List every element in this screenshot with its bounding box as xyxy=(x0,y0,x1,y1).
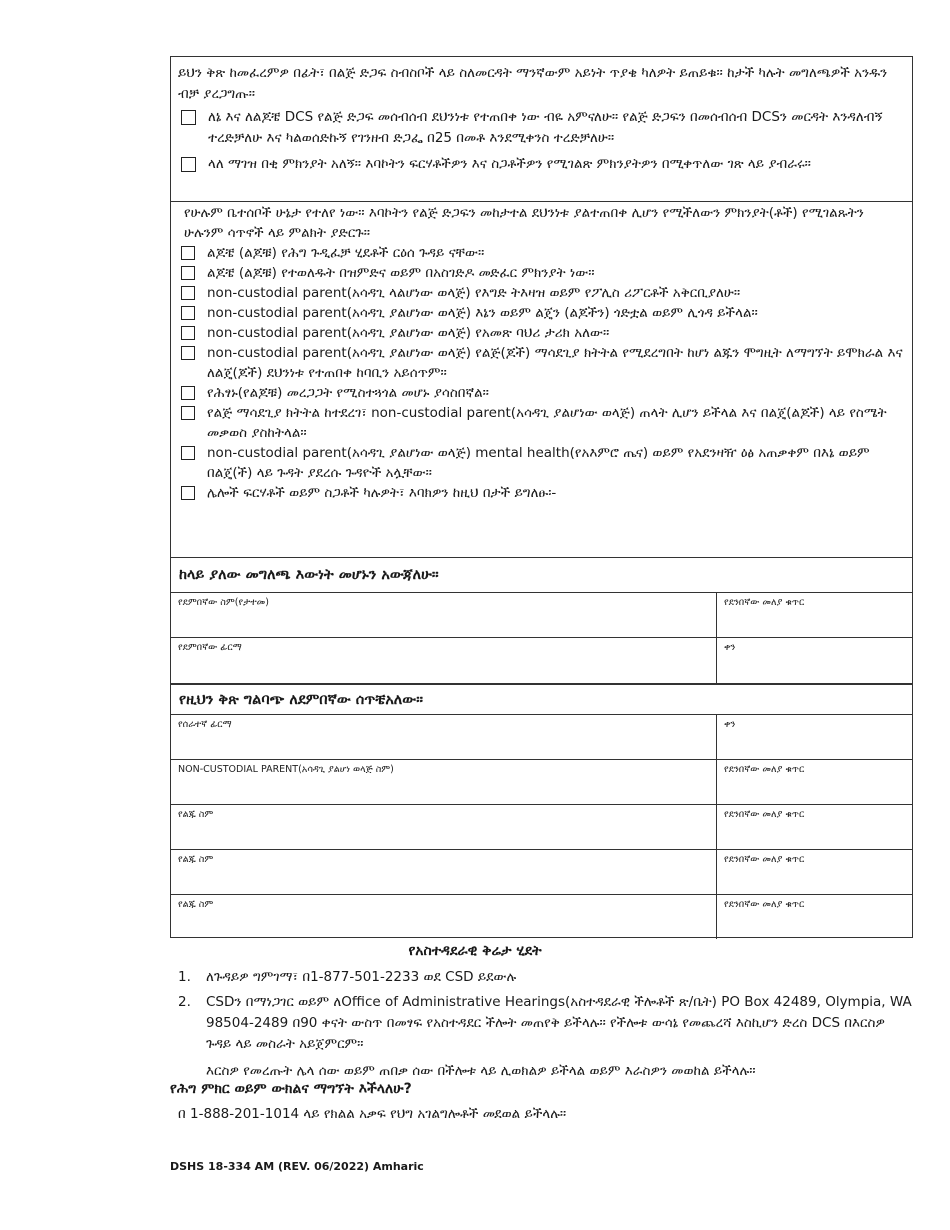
admin-review-heading: የአስተዳደራዊ ቅሬታ ሂደት xyxy=(408,943,542,959)
copy-given-title: የዚህን ቅጽ ግልባጭ ለደምበኛው ሰጥቼአለው። xyxy=(179,691,423,708)
reasons-intro: የሁሉም ቤተሰቦች ሁኔታ የተለየ ነው። እባኮትን የልጅ ድጋፍን መከታተል ደህንነቱ ያልተጠበቀ ሊሆን የሚችለውን ምክንያት(ቶች) የሚገልጹትን ሁሉንም ሳጥኖች ላይ ምልክት ያድርጉ። xyxy=(184,205,864,241)
reason-item xyxy=(178,283,906,303)
reason-label: non-custodial parent(አሳዳጊ ያልሆነው ወላጅ) የአመጽ ባህሪ ታሪክ አለው። xyxy=(207,325,610,341)
signature-row xyxy=(171,804,912,849)
ncp-name-field[interactable]: NON-CUSTODIAL PARENT(አሳዳጊ ያልሆነ ወላጅ ስም) xyxy=(171,760,717,804)
client-id-field[interactable]: የደንበኛው መለያ ቁጥር xyxy=(724,597,805,608)
list-number: 2. xyxy=(178,994,191,1010)
checkbox-good-cause[interactable] xyxy=(181,157,196,172)
reason-checkbox[interactable] xyxy=(181,406,195,420)
admin-review-list xyxy=(178,967,913,1082)
reason-checkbox[interactable] xyxy=(181,346,195,360)
legal-help-question: የሕግ ምክር ወይም ውክልና ማግኘት እችላለሁ? xyxy=(170,1081,412,1097)
signature-row xyxy=(171,592,912,637)
client-signature-field[interactable]: የደምበኛው ፊርማ xyxy=(171,638,717,683)
worker-signature-field[interactable]: የሰራተኛ ፊርማ xyxy=(171,715,717,759)
choice-option-safe xyxy=(178,107,904,149)
representation-note: እርስዎ የመረጡት ሌላ ሰው ወይም ጠበቃ ሰው በችሎቱ ላይ ሊወክልዎ ይችላል ወይም እራስዎን መወከል ይችላሉ። xyxy=(206,1063,756,1079)
reason-item xyxy=(178,403,906,443)
ncp-id-field[interactable]: የደንበኛው መለያ ቁጥር xyxy=(724,764,805,775)
reason-item xyxy=(178,323,906,343)
choice-option-label: ላለ ማገዝ በቂ ምክንያት አለኝ። እባኮትን ፍርሃቶችዎን እና ስጋቶችዎን የሚገልጽ ምክንያትዎን በሚቀጥለው ገጽ ላይ ያብራሩ። xyxy=(208,156,811,172)
checkbox-safe-to-collect[interactable] xyxy=(181,110,196,125)
reason-label: የሕፃኑ(የልጆቹ) መረጋጋት የሚስተጓጎል መሆኑ ያሳስበኛል። xyxy=(207,385,489,401)
list-text: CSDን በማነጋገር ወይም ለOffice of Administrative Hearings(አስተዳደራዊ ችሎቶች ጽ/ቤት) PO Box 42489, Olympia, WA 98504-2489 በ90 ቀናት ውስጥ በመፃፍ የአስተዳደር ችሎት መጠየቅ ይችላሉ። የችሎቱ ውሳኔ የመጨረሻ እስኪሆን ድረስ DCS በእርስዎ ጉዳይ ላይ መስራት አይጀምርም። xyxy=(206,994,912,1052)
reason-item xyxy=(178,303,906,323)
copy-given-section xyxy=(170,684,913,938)
reason-label: ሌሎች ፍርሃቶች ወይም ስጋቶች ካሉዎት፣ እባክዎን ከዚህ በታች ይግለፁ፡- xyxy=(207,485,557,501)
reason-checkbox-other[interactable] xyxy=(181,486,195,500)
child-id-field[interactable]: የደንበኛው መለያ ቁጥር xyxy=(724,809,805,820)
reason-item xyxy=(178,483,906,503)
reason-checkbox[interactable] xyxy=(181,386,195,400)
signature-row xyxy=(171,849,912,894)
reason-label: non-custodial parent(አሳዳጊ ያልሆነው ወላጅ) የልጅ(ጆች) ማሳደጊያ ክትትል የሚደረግበት ከሆነ ልጁን ሞግዚት ለማግኘት ይሞክራል እና ለልጄ(ጆች) ደህንነቱ የተጠበቀ ከባቢን አይሰጥም። xyxy=(207,345,903,381)
reason-label: የልጅ ማሳደጊያ ክትትል ከተደረገ፣ non-custodial parent(አሳዳጊ ያልሆነው ወላጅ) ጠላት ሊሆን ይችላል እና በልጄ(ልጆች) ላይ የስሜት መቃወስ ያስከትላል። xyxy=(207,405,887,441)
reason-item xyxy=(178,343,906,383)
list-item xyxy=(178,992,913,1055)
choice-intro: ይህን ቅጽ ከመፈረምዎ በፊት፣ በልጅ ድጋፍ ስብስቦች ላይ ስለመርዳት ማንኛውም አይነት ጥያቄ ካለዎት ይጠይቁ። ከታች ካሉት መግለጫዎች አንዱን ብቻ ያረጋግጡ። xyxy=(178,65,888,102)
reason-label: ልጆቼ (ልጆቹ) የሕግ ጉዲፈቻ ሂደቶች ርዕሰ ጉዳይ ናቸው። xyxy=(207,245,485,261)
signature-row xyxy=(171,714,912,759)
signature-row xyxy=(171,637,912,683)
signature-row xyxy=(171,894,912,939)
attestation-section xyxy=(170,557,913,684)
list-text: ለጉዳይዎ ግምገማ፣ በ1-877-501-2233 ወደ CSD ይደውሉ xyxy=(206,969,517,985)
reason-item xyxy=(178,443,906,483)
list-item xyxy=(178,967,913,988)
reason-item xyxy=(178,383,906,403)
attestation-title: ከላይ ያለው መግለጫ እውነት መሆኑን አውጃለሁ። xyxy=(179,567,439,583)
client-name-field[interactable]: የደምበኛው ስም(የታተመ) xyxy=(171,593,717,637)
reason-checkbox[interactable] xyxy=(181,246,195,260)
reason-checkbox[interactable] xyxy=(181,286,195,300)
reason-label: non-custodial parent(አሳዳጊ ያልሆነው ወላጅ) mental health(የአእምሮ ጤና) ወይም የአደንዛዥ ዕፅ አጠቃቀም በእኔ ወይም በልጄ(ች) ላይ ጉዳት ያደረሱ ጉዳዮች አሏቸው። xyxy=(207,445,870,481)
reason-checkbox[interactable] xyxy=(181,326,195,340)
list-number: 1. xyxy=(178,969,191,985)
reason-label: non-custodial parent(አሳዳጊ ያልሆነው ወላጅ) እኔን ወይም ልጄን (ልጆችን) ጎድቷል ወይም ሊጎዳ ይችላል። xyxy=(207,305,758,321)
legal-help-answer: በ 1-888-201-1014 ላይ የክልል አቃፍ የህግ አገልግሎቶች መደወል ይችላሉ። xyxy=(178,1106,567,1122)
form-footer-id: DSHS 18-334 AM (REV. 06/2022) Amharic xyxy=(170,1160,424,1173)
worker-date-field[interactable]: ቀን xyxy=(724,719,736,730)
child-name-field[interactable]: የልጁ ስም xyxy=(171,850,717,894)
child-id-field[interactable]: የደንበኛው መለያ ቁጥር xyxy=(724,899,805,910)
reason-label: non-custodial parent(አሳዳጊ ላልሆነው ወላጅ) የእግድ ትእዛዝ ወይም የፖሊስ ሪፖርቶች አቅርቢያለሁ። xyxy=(207,285,741,301)
reason-item xyxy=(178,243,906,263)
reason-checkbox[interactable] xyxy=(181,306,195,320)
reasons-box xyxy=(170,202,913,558)
choice-option-good-cause xyxy=(178,154,904,175)
child-id-field[interactable]: የደንበኛው መለያ ቁጥር xyxy=(724,854,805,865)
reason-item xyxy=(178,263,906,283)
reason-checkbox[interactable] xyxy=(181,266,195,280)
client-date-field[interactable]: ቀን xyxy=(724,642,736,653)
child-name-field[interactable]: የልጁ ስም xyxy=(171,805,717,849)
choice-option-label: ለኔ እና ለልጆቼ DCS የልጅ ድጋፍ መሰብሰብ ደህንነቱ የተጠበቀ ነው ብዬ አምናለሁ። የልጅ ድጋፍን በመሰብሰብ DCSን መርዳት እንዳለብኝ ተረድቻለሁ እና ካልወሰድኩኝ የገንዘብ ድጋፌ በ25 በመቶ እንደሚቀንስ ተረድቻለሁ። xyxy=(208,109,883,146)
child-name-field[interactable]: የልጁ ስም xyxy=(171,895,717,939)
good-cause-choice-box xyxy=(170,56,913,202)
reason-label: ልጆቼ (ልጆቹ) የተወለዱት በዝምድና ወይም በአስገድዶ መድፈር ምክንያት ነው። xyxy=(207,265,595,281)
reason-checkbox[interactable] xyxy=(181,446,195,460)
signature-row xyxy=(171,759,912,804)
